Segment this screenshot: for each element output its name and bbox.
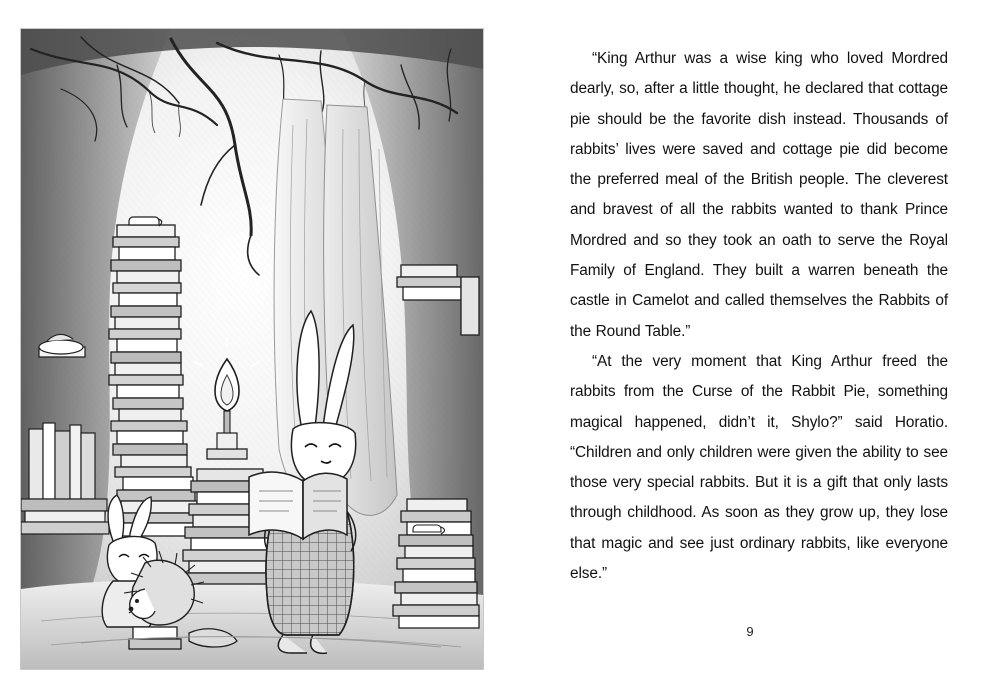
right-page xyxy=(500,0,1000,700)
body-text-column xyxy=(570,44,948,589)
page-number: 9 xyxy=(746,624,754,639)
rabbits-in-book-cave-illustration xyxy=(20,28,484,670)
paragraph-2: “At the very moment that King Arthur freed the rabbits from the Curse of the Rabbit Pie, something magical happened, didn’t it, Shylo?” said Horatio. “Children and only children were given the ability to see those very special rabbits. But it is a gift that only lasts through childhood. As soon as they grow up, they lose that magic and see just ordinary rabbits, like everyone else.” xyxy=(570,352,948,583)
paragraph-1: “King Arthur was a wise king who loved Mordred dearly, so, after a little thought, he declared that cottage pie should be the favorite dish instead. Thousands of rabbits’ lives were saved and cottage pie did become the preferred meal of the British people. The cleverest and bravest of all the rabbits wanted to thank Prince Mordred and so they took an oath to serve the Royal Family of England. They built a warren beneath the castle in Camelot and called themselves the Rabbits of the Round Table.” xyxy=(570,50,948,340)
